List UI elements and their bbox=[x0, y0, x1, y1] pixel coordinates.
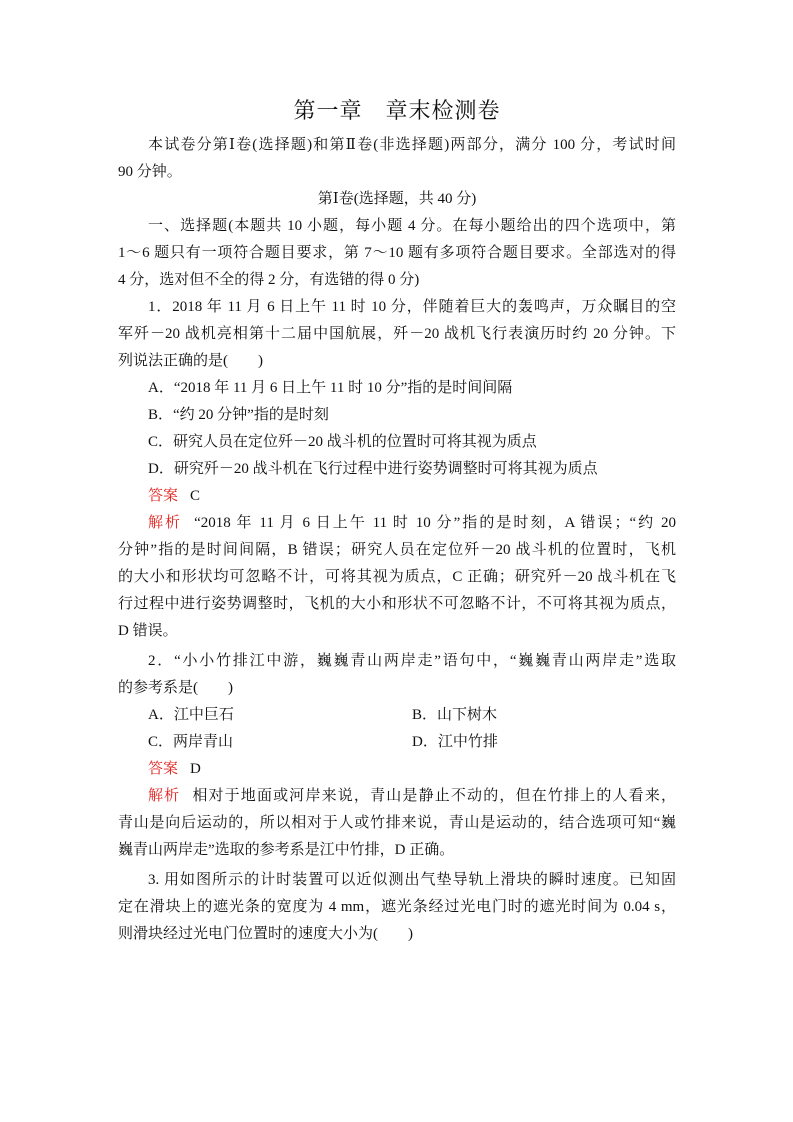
section-title: 第Ⅰ卷(选择题，共 40 分) bbox=[317, 191, 477, 207]
answer-label: 答案 bbox=[148, 488, 179, 504]
q1-option-a: A．“2018 年 11 月 6 日上午 11 时 10 分”指的是时间间隔 bbox=[148, 380, 513, 396]
q2-options-row bbox=[118, 702, 676, 729]
q2-option-d: D．江中竹排 bbox=[412, 734, 498, 750]
analysis-label: 解析 bbox=[148, 515, 183, 531]
q2-answer bbox=[118, 756, 676, 783]
q2-stem: 的参考系是( ) bbox=[118, 680, 233, 696]
q2-option-c: C．两岸青山 bbox=[148, 734, 234, 750]
instructions-line: 1～6 题只有一项符合题目要求，第 7～10 题有多项符合题目要求。全部选对的得 bbox=[118, 245, 676, 261]
instructions-line: 一、选择题(本题共 10 小题，每小题 4 分。在每小题给出的四个选项中，第 bbox=[148, 218, 676, 234]
q1-answer bbox=[118, 483, 676, 510]
intro-line: 本试卷分第Ⅰ卷(选择题)和第Ⅱ卷(非选择题)两部分，满分 100 分，考试时间 bbox=[148, 137, 676, 153]
instructions-line: 4 分，选对但不全的得 2 分，有选错的得 0 分) bbox=[118, 272, 420, 288]
q1-stem: 军歼－20 战机亮相第十二届中国航展，歼－20 战机飞行表演历时约 20 分钟。下 bbox=[118, 326, 676, 342]
intro-line: 90 分钟。 bbox=[118, 164, 182, 180]
q1-analysis: 分钟”指的是时间间隔，B 错误；研究人员在定位歼－20 战斗机的位置时，飞机 bbox=[118, 542, 676, 558]
q1-analysis: 的大小和形状均可忽略不计，可将其视为质点，C 正确；研究歼－20 战斗机在飞 bbox=[118, 569, 676, 585]
q3-stem: 3. 用如图所示的计时装置可以近似测出气垫导轨上滑块的瞬时速度。已知固 bbox=[148, 872, 676, 888]
q1-stem: 列说法正确的是( ) bbox=[118, 353, 263, 369]
answer-label: 答案 bbox=[148, 761, 179, 777]
q1-analysis: D 错误。 bbox=[118, 623, 178, 639]
q2-option-b: B．山下树木 bbox=[412, 707, 498, 723]
q2-analysis: 青山是向后运动的，所以相对于人或竹排来说，青山是运动的，结合选项可知“巍 bbox=[118, 815, 676, 831]
q1-option-d: D．研究歼－20 战斗机在飞行过程中进行姿势调整时可将其视为质点 bbox=[148, 461, 598, 477]
q2-option-a: A．江中巨石 bbox=[148, 707, 234, 723]
q1-stem: 1．2018 年 11 月 6 日上午 11 时 10 分，伴随着巨大的轰鸣声，万众瞩目的空 bbox=[148, 299, 676, 315]
page-title: 第一章 章末检测卷 bbox=[293, 98, 501, 123]
q2-options-row bbox=[118, 729, 676, 756]
q3-stem: 则滑块经过光电门位置时的速度大小为( ) bbox=[118, 926, 413, 942]
document-page bbox=[118, 96, 676, 948]
q3-stem: 定在滑块上的遮光条的宽度为 4 mm，遮光条经过光电门时的遮光时间为 0.04 s， bbox=[118, 899, 676, 915]
q2-analysis: 巍青山两岸走”选取的参考系是江中竹排，D 正确。 bbox=[118, 842, 455, 858]
answer-value: C bbox=[190, 488, 201, 504]
q2-analysis bbox=[118, 783, 676, 810]
q1-analysis bbox=[118, 510, 676, 537]
q1-option-c: C．研究人员在定位歼－20 战斗机的位置时可将其视为质点 bbox=[148, 434, 537, 450]
analysis-text: 相对于地面或河岸来说，青山是静止不动的，但在竹排上的人看来， bbox=[192, 788, 676, 804]
q1-option-b: B．“约 20 分钟”指的是时刻 bbox=[148, 407, 329, 423]
analysis-label: 解析 bbox=[148, 788, 181, 804]
analysis-text: “2018 年 11 月 6 日上午 11 时 10 分”指的是时刻，A 错误；“约 20 bbox=[194, 515, 676, 531]
q2-stem: 2．“小小竹排江中游，巍巍青山两岸走”语句中，“巍巍青山两岸走”选取 bbox=[148, 653, 676, 669]
q1-analysis: 行过程中进行姿势调整时，飞机的大小和形状不可忽略不计，不可将其视为质点， bbox=[118, 596, 676, 612]
answer-value: D bbox=[190, 761, 201, 777]
